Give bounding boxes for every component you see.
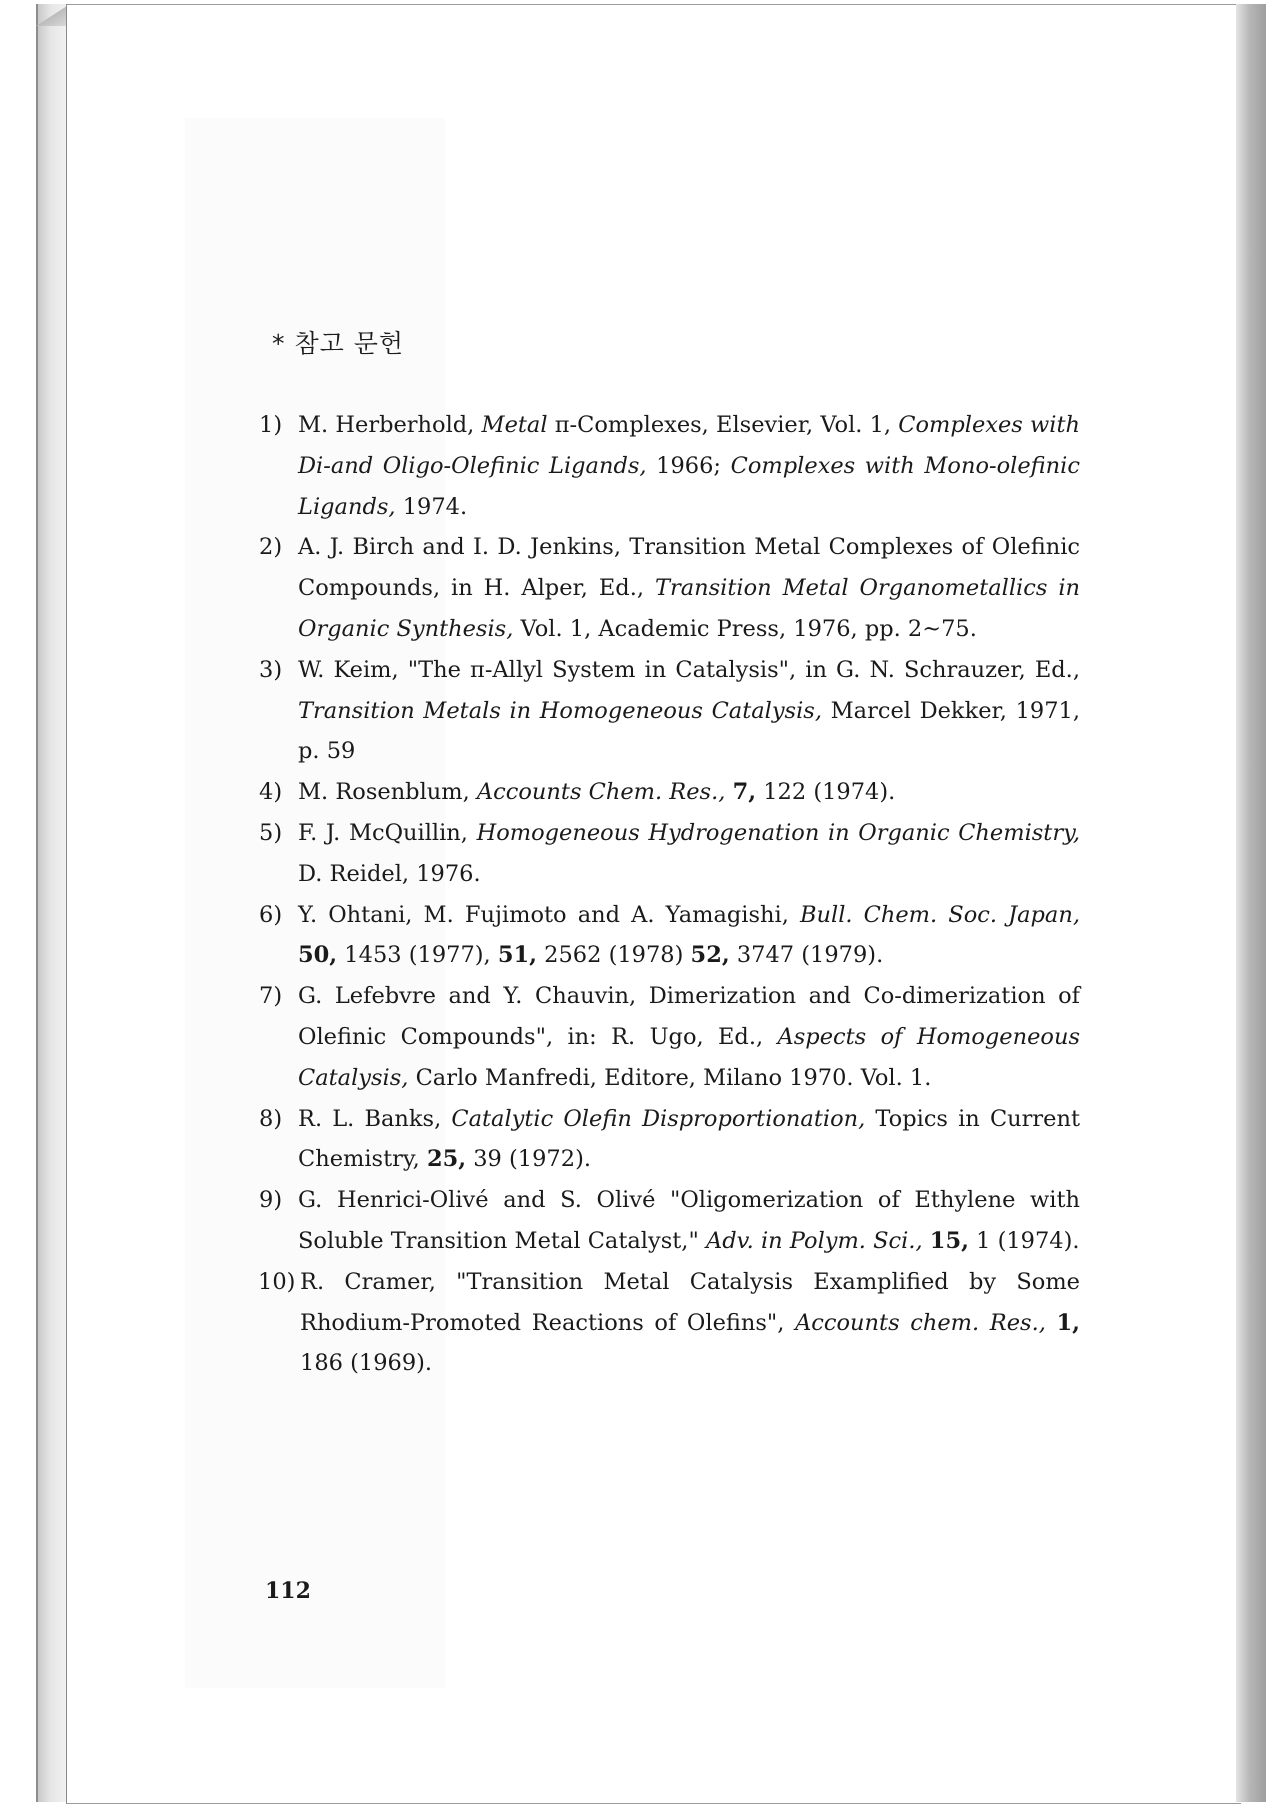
reference-item [259, 405, 1081, 527]
reference-text: Transition Metal Organometallics in Organic Synthesis, [298, 575, 1081, 642]
reference-text: Homogeneous Hydrogenation in Organic Chemistry, [476, 819, 1080, 846]
reference-list [258, 405, 1081, 1384]
reference-item [259, 1180, 1080, 1262]
section-heading: * 참고 문헌 [272, 329, 404, 358]
reference-text [1046, 1310, 1057, 1336]
reference-text: 1453 (1977), [337, 942, 498, 969]
reference-text: Vol. 1, Academic Press, 1976, pp. 2~75. [513, 615, 977, 642]
reference-item [259, 813, 1080, 895]
reference-text [725, 779, 732, 805]
reference-item [259, 976, 1080, 1098]
reference-text: 186 (1969). [300, 1350, 433, 1377]
reference-text: R. Cramer, "Transition Metal Catalysis Examplified by Some Rhodium-Promoted Reactions of Olefins", [300, 1268, 1080, 1336]
reference-text: Adv. in Polym. Sci., [705, 1227, 923, 1254]
reference-text: 39 (1972). [466, 1146, 591, 1173]
reference-text: 122 (1974). [756, 779, 896, 806]
page-stack-edge [36, 4, 70, 1802]
reference-text: 1 (1974). [968, 1227, 1080, 1254]
reference-text: D. Reidel, 1976. [298, 860, 481, 887]
page-number: 112 [265, 1578, 311, 1604]
reference-number: 6) [259, 901, 283, 928]
reference-text: Bull. Chem. Soc. Japan, [799, 901, 1080, 928]
reference-item [259, 650, 1080, 772]
reference-number: 7) [259, 983, 283, 1010]
reference-text: Metal [481, 412, 548, 438]
reference-text: Topics in Current Chemistry, [298, 1105, 1081, 1173]
reference-text: 52, [690, 942, 730, 969]
reference-number: 8) [259, 1105, 283, 1132]
reference-item [259, 895, 1080, 977]
reference-text: 25, [426, 1146, 467, 1173]
reference-text: F. J. McQuillin, [298, 819, 477, 846]
reference-number: 4) [259, 779, 283, 806]
reference-text: Marcel Dekker, 1971, p. 59 [298, 697, 1080, 765]
reference-text: Accounts chem. Res., [795, 1309, 1046, 1336]
reference-number: 2) [259, 534, 283, 561]
reference-text: 1974. [395, 493, 468, 520]
reference-text: G. Henrici-Olivé and S. Olivé "Oligomerization of Ethylene with Soluble Transition Metal Catalyst," [298, 1187, 1080, 1254]
reference-text: 2562 (1978) [537, 942, 691, 969]
reference-text: A. J. Birch and I. D. Jenkins, Transition Metal Complexes of Olefinic Compounds, in H. Alper, Ed., [298, 534, 1080, 602]
reference-text: Transition Metals in Homogeneous Catalysis, [298, 697, 823, 724]
reference-item [258, 1262, 1081, 1384]
reference-text: 3747 (1979). [729, 942, 884, 969]
reference-text: Accounts Chem. Res., [476, 779, 726, 806]
reference-text: 1, [1056, 1309, 1081, 1336]
reference-text: π-Complexes, Elsevier, Vol. 1, [547, 412, 899, 438]
reference-text: M. Rosenblum, [298, 779, 477, 806]
reference-text: R. L. Banks, [298, 1105, 452, 1132]
reference-text: 1966; [646, 452, 731, 479]
reference-number: 10) [258, 1268, 296, 1295]
reference-text: Complexes with Di-and Oligo-Olefinic Ligands, [298, 412, 1081, 479]
reference-text: G. Lefebvre and Y. Chauvin, Dimerization and Co-dimerization of Olefinic Compounds", in: R. Ugo, Ed., [298, 983, 1080, 1050]
reference-number: 9) [259, 1187, 283, 1214]
reference-text [923, 1228, 930, 1254]
page-right-shadow [1236, 4, 1266, 1802]
reference-number: 5) [259, 819, 283, 846]
reference-item [259, 527, 1081, 649]
reference-text: 51, [497, 942, 537, 969]
reference-text: Aspects of Homogeneous Catalysis, [298, 1023, 1080, 1091]
reference-text: Carlo Manfredi, Editore, Milano 1970. Vol. 1. [408, 1064, 932, 1091]
reference-text: Complexes with Mono-olefinic Ligands, [298, 452, 1080, 520]
reference-number: 3) [259, 656, 283, 683]
reference-number: 1) [259, 412, 283, 438]
reference-text: M. Herberhold, [298, 412, 482, 438]
reference-text: W. Keim, "The π-Allyl System in Catalysis", in G. N. Schrauzer, Ed., [298, 656, 1080, 683]
reference-text: Y. Ohtani, M. Fujimoto and A. Yamagishi, [298, 901, 800, 928]
reference-item [259, 772, 1080, 813]
reference-text: Catalytic Olefin Disproportionation, [451, 1105, 866, 1132]
reference-text: 7, [732, 779, 757, 806]
reference-item [259, 1099, 1081, 1181]
reference-text: 15, [929, 1227, 969, 1254]
reference-text: 50, [298, 942, 338, 969]
